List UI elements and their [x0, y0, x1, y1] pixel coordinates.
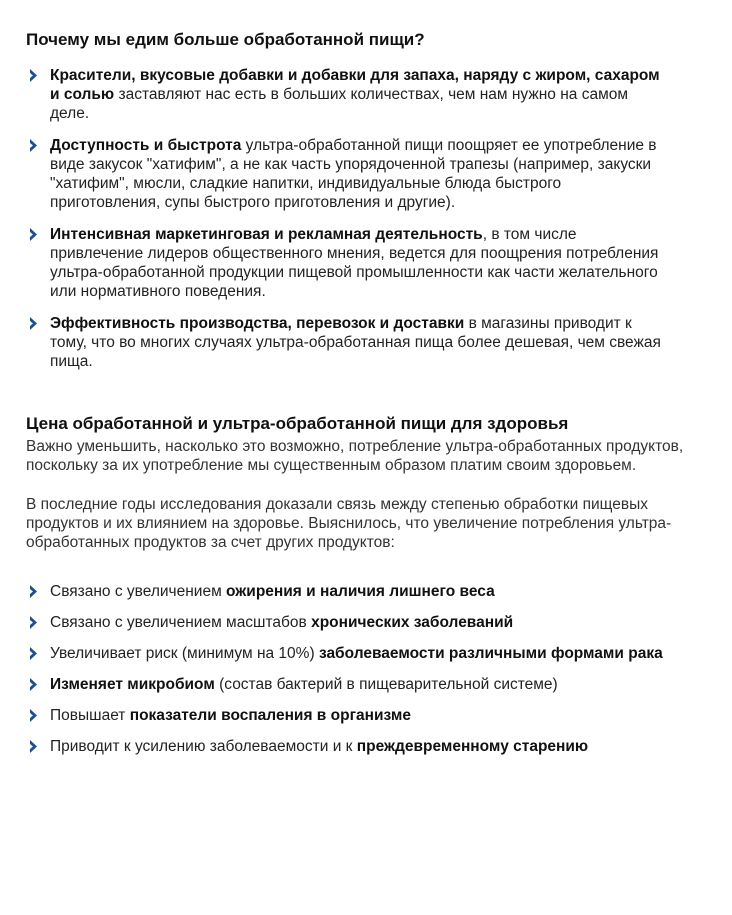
item-bold-text: Изменяет микробиом [50, 676, 215, 693]
chevron-right-icon [28, 139, 38, 152]
list-item [28, 706, 668, 725]
intro-paragraph: Важно уменьшить, насколько это возможно, потребление ультра-обработанных продуктов, поскольку за их употребление мы существенным образом платим своим здоровьем. [26, 438, 684, 474]
item-text: Связано с увеличением [50, 583, 227, 600]
item-text: Повышает [50, 707, 130, 724]
list-item [28, 737, 668, 756]
reasons-list [28, 66, 668, 384]
list-item [28, 613, 668, 632]
chevron-right-icon [28, 678, 38, 691]
research-paragraph: В последние годы исследования доказали связь между степенью обработки пищевых продуктов и их влиянием на здоровье. Выяснилось, что увеличение потребления ультра-обработанных продуктов за счет других продуктов: [26, 496, 672, 551]
chevron-right-icon [28, 647, 38, 660]
item-bold-text: преждевременному старению [356, 738, 589, 755]
chevron-right-icon [28, 228, 38, 241]
item-bold-text: хронических заболеваний [311, 614, 514, 631]
item-text: , в том числе привлечение лидеров общественного мнения, ведется для поощрения потребления ультра-обработанной продукции пищевой промышленности как части желательного или нормативного поведения. [50, 226, 659, 300]
item-bold-text: показатели воспаления в организме [129, 707, 411, 724]
item-text: (состав бактерий в пищеварительной системе) [214, 676, 558, 693]
item-text: ультра-обработанной пищи поощряет ее употребление в виде закусок "хатифим", а не как часть упорядоченной трапезы (например, закуски "хатифим", мюсли, сладкие напитки, индивидуальные блюда быстрого приготовления, супы быстрого приготовления и другие). [50, 137, 657, 211]
chevron-right-icon [28, 317, 38, 330]
list-item [28, 675, 668, 694]
item-text: Связано с увеличением масштабов [50, 614, 312, 631]
item-bold-text: Доступность и быстрота [50, 137, 242, 154]
item-bold-text: ожирения и наличия лишнего веса [226, 583, 495, 600]
item-text: в магазины приводит к тому, что во многих случаях ультра-обработанная пища более дешевая, чем свежая пища. [50, 315, 661, 370]
list-item [28, 644, 668, 663]
item-text: Приводит к усилению заболеваемости и к [50, 738, 357, 755]
chevron-right-icon [28, 616, 38, 629]
list-item [28, 225, 668, 301]
effects-list [28, 582, 668, 768]
item-bold-text: заболеваемости различными формами рака [318, 645, 663, 662]
chevron-right-icon [28, 740, 38, 753]
item-bold-text: Эффективность производства, перевозок и доставки [50, 315, 465, 332]
list-item [28, 136, 668, 212]
chevron-right-icon [28, 709, 38, 722]
item-text: Увеличивает риск (минимум на 10%) [50, 645, 319, 662]
chevron-right-icon [28, 69, 38, 82]
list-item [28, 66, 668, 123]
item-bold-text: Интенсивная маркетинговая и рекламная деятельность [50, 226, 483, 243]
item-text: заставляют нас есть в больших количествах, чем нам нужно на самом деле. [50, 86, 629, 122]
section-title-why: Почему мы едим больше обработанной пищи? [26, 30, 425, 49]
list-item [28, 582, 668, 601]
list-item [28, 314, 668, 371]
chevron-right-icon [28, 585, 38, 598]
section-title-health-cost: Цена обработанной и ультра-обработанной пищи для здоровья [26, 414, 569, 433]
item-bold-text: Красители, вкусовые добавки и добавки для запаха, наряду с жиром, сахаром и солью [50, 67, 660, 103]
